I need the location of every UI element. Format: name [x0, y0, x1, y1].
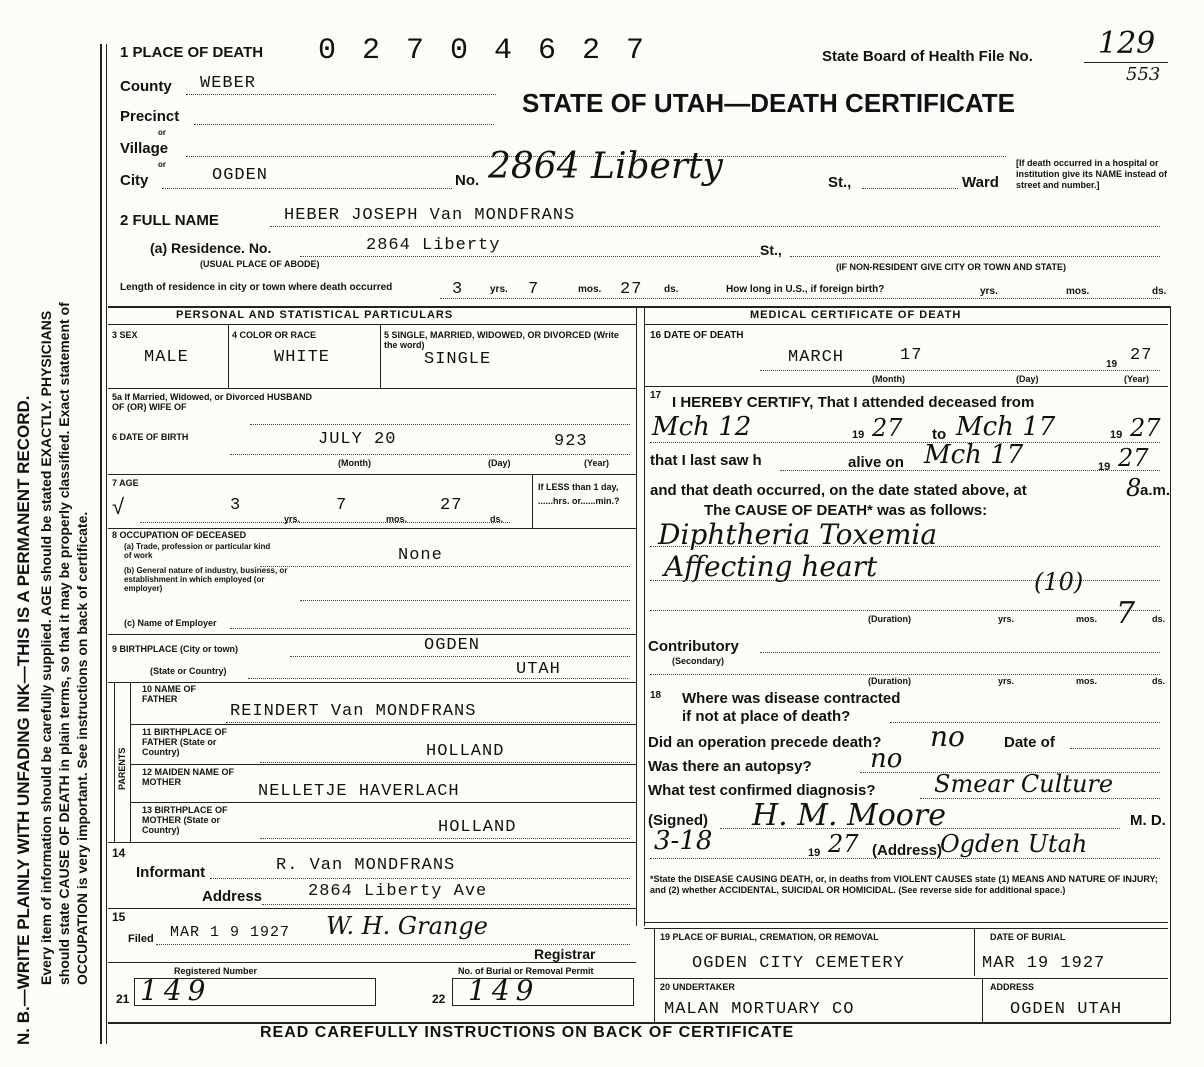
city-value: OGDEN — [212, 166, 269, 185]
street-no-label: No. — [455, 172, 480, 189]
informant-address-label: Address — [202, 888, 263, 905]
full-name-value: HEBER JOSEPH Van MONDFRANS — [284, 206, 576, 225]
status-value: SINGLE — [424, 350, 492, 369]
age-mos: 7 — [336, 496, 348, 515]
physician-signature: H. M. Moore — [752, 798, 946, 833]
full-name-label: 2 FULL NAME — [120, 212, 219, 229]
death-year: 27 — [1130, 346, 1153, 365]
footnote: *State the DISEASE CAUSING DEATH, or, in deaths from VIOLENT CAUSES state (1) MEANS AND NATURE OF INJURY; and (2) whether ACCIDENTAL, SUICIDAL OR HOMICIDAL. (See reverse side for additional space.) — [650, 874, 1158, 895]
file-label: State Board of Health File No. — [822, 48, 1033, 65]
operation-label: Did an operation precede death? — [648, 734, 882, 751]
burial-place: OGDEN CITY CEMETERY — [692, 954, 905, 973]
registered-number: 149 — [140, 974, 212, 1007]
father-name: REINDERT Van MONDFRANS — [230, 702, 477, 721]
burial-permit-number: 149 — [468, 974, 540, 1007]
medical-section-title: MEDICAL CERTIFICATE OF DEATH — [750, 309, 962, 321]
undertaker-address: OGDEN UTAH — [1010, 1000, 1123, 1019]
residence-label: (a) Residence. No. — [150, 240, 272, 256]
birthplace-city: OGDEN — [424, 636, 481, 655]
residence-value: 2864 Liberty — [366, 236, 501, 255]
death-hour: 8 — [1126, 474, 1142, 502]
mother-name: NELLETJE HAVERLACH — [258, 782, 460, 801]
informant-address: 2864 Liberty Ave — [308, 882, 488, 901]
duration-days: 7 — [1116, 596, 1136, 631]
informant-value: R. Van MONDFRANS — [276, 856, 456, 875]
hospital-note: [If death occurred in a hospital or institution give its NAME instead of street and number.] — [1016, 158, 1168, 190]
burial-date: MAR 19 1927 — [982, 954, 1106, 973]
nonresident-label: (IF NON-RESIDENT GIVE CITY OR TOWN AND STATE) — [836, 262, 1067, 272]
mother-birthplace: HOLLAND — [438, 818, 517, 837]
autopsy-value: no — [870, 744, 903, 774]
village-label: Village — [120, 140, 169, 157]
county-label: County — [120, 78, 172, 95]
alive-date: Mch 17 — [924, 440, 1024, 470]
file-sub-number: 553 — [1126, 64, 1161, 85]
death-month: MARCH — [788, 348, 845, 367]
registrar-label: Registrar — [534, 946, 596, 962]
us-label: How long in U.S., if foreign birth? — [726, 284, 885, 295]
attended-from: Mch 12 — [652, 412, 752, 442]
street-no-value: 2864 Liberty — [488, 146, 723, 187]
parents-label: PARENTS — [117, 747, 127, 790]
diagnosis-value: Smear Culture — [934, 770, 1114, 798]
certificate-title: STATE OF UTAH—DEATH CERTIFICATE — [522, 88, 1015, 118]
contributory-label: Contributory — [648, 638, 739, 655]
sign-date: 3-18 — [654, 826, 713, 856]
personal-section-title: PERSONAL AND STATISTICAL PARTICULARS — [176, 309, 454, 321]
registrar-signature: W. H. Grange — [326, 912, 488, 940]
length-residence-label: Length of residence in city or town where death occurred — [120, 282, 393, 293]
age-yrs: 3 — [230, 496, 242, 515]
residence-ds: 27 — [620, 280, 643, 299]
footer-instructions: READ CAREFULLY INSTRUCTIONS ON BACK OF CERTIFICATE — [260, 1024, 795, 1041]
place-of-death-label: 1 PLACE OF DEATH — [120, 44, 264, 61]
age-check: √ — [112, 494, 125, 519]
dob-month-day: JULY 20 — [318, 430, 397, 449]
precinct-label: Precinct — [120, 108, 180, 125]
color-value: WHITE — [274, 348, 331, 367]
certify-text: I HEREBY CERTIFY, That I attended deceased from — [672, 394, 1035, 411]
side-note-2: Every item of information should be carefully supplied. AGE should be stated EXACTLY. PHYSICIANS — [38, 310, 54, 985]
filed-date: MAR 1 9 1927 — [170, 924, 291, 941]
physician-address: Ogden Utah — [940, 830, 1088, 858]
operation-value: no — [930, 720, 965, 753]
age-ds: 27 — [440, 496, 463, 515]
residence-mos: 7 — [528, 280, 540, 299]
st-label: St., — [828, 174, 852, 191]
birthplace-state: UTAH — [516, 660, 561, 679]
informant-label: Informant — [136, 864, 206, 881]
usual-abode-label: (USUAL PLACE OF ABODE) — [200, 259, 320, 269]
death-day: 17 — [900, 346, 923, 365]
side-note-4: OCCUPATION is very important. See instructions on back of certificate. — [74, 511, 90, 985]
city-label: City — [120, 172, 149, 189]
death-certificate: N. B.—WRITE PLAINLY WITH UNFADING INK—THIS IS A PERMANENT RECORD. Every item of information should be carefully supplied. AGE should be stated EXACTLY. PHYSICIANS should state CAUSE OF DEATH in plain terms, so that it may be properly classified. Exact statement of OCCUPATION is very important. See instructions on back of certificate. 1 PLACE OF DEATH 0 2 7 0 4 6 2 7 State Board of Health File No. 129 553 STATE OF UTAH—DEATH CERTIFICATE County WEBER Precinct or Village or City OGDEN No. 2864 Liberty St., Ward [If death occurred in a hospital or institution give its NAME instead of street and number.] 2 FULL NAME HEBER JOSEPH Van MONDFRANS (a) Residence. No. 2864 Liberty St., (USUAL PLACE OF ABODE) (IF NON-RESIDENT GIVE CITY OR TOWN AND STATE) Length of residence in city or town where death occurred 3 yrs. 7 mos. 27 ds. How long in U.S., if foreign birth? yrs. mos. ds. PERSONAL AND STATISTICAL PARTICULARS 3 SEX MALE 4 COLOR OR RACE WHITE 5 SINGLE, MARRIED, WIDOWED, OR DIVORCED (Write the word) SINGLE 5a If Married, Widowed, or Divorced HUSBAND OF (OR) WIFE OF 6 DATE OF BIRTH JULY 20 923 (Month) (Day) (Year) 7 AGE √ 3 yrs. 7 mos. 27 ds. If LESS than 1 day, ......hrs. or......min.? 8 OCCUPATION OF DECEASED (a) Trade, profession or particular kind of work (b) General nature of industry, business, or establishment in which employed (or employer) None (c) Name of Employer 9 BIRTHPLACE (City or town) OGDEN (State or Country) UTAH PARENTS 10 NAME OF FATHER REINDERT Van MONDFRANS 11 BIRTHPLACE OF FATHER (State or Country) HOLLAND 12 MAIDEN NAME OF MOTHER NELLETJE HAVERLACH 13 BIRTHPLACE OF MOTHER (State or Country) HOLLAND 14 Informant R. Van MONDFRANS Address 2864 Liberty Ave 15 Filed MAR 1 9 1927 W. H. Grange Registrar Registered Number No. of Burial or Removal Permit 21 149 22 149 MEDICAL CERTIFICATE OF DEATH 16 DATE OF DEATH MARCH 17 19 27 (Month) (Day) (Year) 17 I HEREBY CERTIFY, That I attended deceased from Mch 12 19 27 to Mch 17 19 27 that I last saw h alive on Mch 17 19 27 and that death occurred, on the date stated above, at 8 a.m. The CAUSE OF DEATH* was as follows: Diphtheria Toxemia Affecting heart (10) (Duration) yrs. mos. 7 ds. Contributory (Secondary) (Duration) yrs. mos. ds. 18 Where was disease contracted if not at place of death? Did an operation precede death? no Date of Was there an autopsy? no What test confirmed diagnosis? Smear Culture (Signed) H. M. Moore M. D. 3-18 19 27 (Address) Ogden Utah *State the DISEASE CAUSING DEATH, or, in deaths from VIOLENT CAUSES state (1) MEANS AND NATURE OF INJURY; and (2) whether ACCIDENTAL, SUICIDAL OR HOMICIDAL. (See reverse side for additional space.) 19 PLACE OF BURIAL, CREMATION, OR REMOVAL DATE OF BURIAL OGDEN CITY CEMETERY MAR 19 1927 20 UNDERTAKER ADDRESS MALAN MORTUARY CO OGDEN UTAH READ CAREFULLY INSTRUCTIONS ON BACK OF CERTIFICATE — [0, 0, 1204, 1067]
undertaker-name: MALAN MORTUARY CO — [664, 1000, 855, 1019]
residence-yrs: 3 — [452, 280, 464, 299]
cause-line-1: Diphtheria Toxemia — [658, 518, 938, 551]
cause-line-2: Affecting heart — [664, 550, 878, 583]
autopsy-label: Was there an autopsy? — [648, 758, 812, 775]
dob-year: 923 — [554, 432, 588, 451]
stamp-number: 0 2 7 0 4 6 2 7 — [318, 34, 649, 68]
side-note-3: should state CAUSE OF DEATH in plain terms, so that it may be properly classified. Exact statement of — [56, 302, 72, 985]
occupation-value: None — [398, 546, 443, 565]
father-birthplace: HOLLAND — [426, 742, 505, 761]
side-note-1: N. B.—WRITE PLAINLY WITH UNFADING INK—THIS IS A PERMANENT RECORD. — [14, 395, 33, 1045]
attended-to: Mch 17 — [956, 412, 1056, 442]
sex-value: MALE — [144, 348, 189, 367]
cause-label: The CAUSE OF DEATH* was as follows: — [704, 502, 988, 519]
diagnosis-label: What test confirmed diagnosis? — [648, 782, 876, 799]
county-value: WEBER — [200, 74, 257, 93]
file-number: 129 — [1098, 26, 1156, 61]
cause-duration: (10) — [1034, 568, 1084, 596]
ward-label: Ward — [962, 174, 999, 191]
